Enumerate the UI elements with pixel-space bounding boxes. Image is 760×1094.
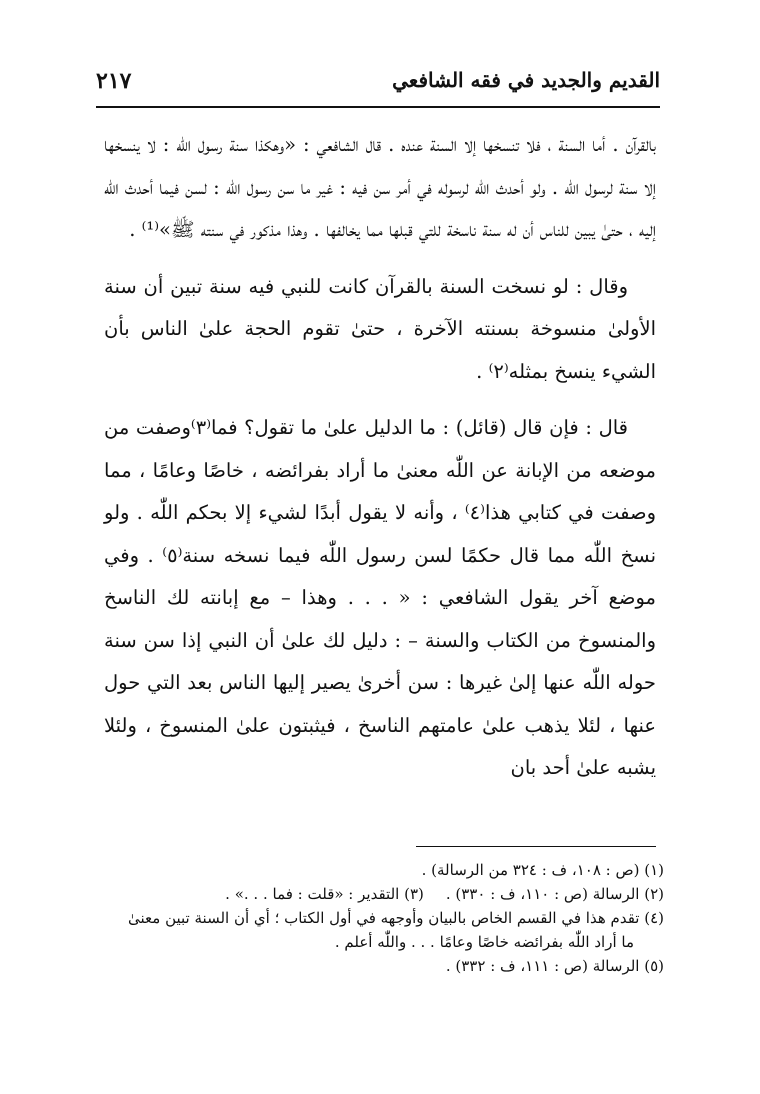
page-header (96, 64, 660, 104)
footnote-2: (٢) الرسالة (ص : ١١٠، ف : ٣٣٠) . (445, 885, 664, 903)
footnote-3: (٣) التقدير : «قلت : فما . . .» . (225, 885, 424, 903)
running-title: القديم والجديد في فقه الشافعي (392, 68, 660, 92)
body-text (104, 124, 656, 790)
paragraph-2 (104, 266, 656, 394)
footnote-4-line-1: (٤) تقدم هذا في القسم الخاص بالبيان وأوجهه في أول الكتاب ؛ أي أن السنة تبين معنىٰ (128, 909, 664, 927)
footnote-4-line-2: ما أراد اللّٰه بفرائضه خاصًا وعامًا . . . واللّٰه أعلم . (334, 933, 634, 951)
footnote-2-3 (96, 882, 664, 906)
footnote-5: (٥) الرسالة (ص : ١١١، ف : ٣٣٢) . (445, 957, 664, 975)
paragraph-2-text: وقال : لو نسخت السنة بالقرآن كانت للنبي فيه سنة تبين أن سنة الأولىٰ منسوخة بسنته الآخرة ، حتىٰ تقوم الحجة علىٰ الناس بأن الشيء ينسخ بمثله⁽٢⁾ . (104, 274, 656, 383)
paragraph-1 (104, 124, 656, 252)
header-rule (96, 106, 660, 108)
page-number: ٢١٧ (96, 68, 132, 94)
footnotes (96, 858, 664, 978)
footnote-rule (416, 846, 656, 847)
paragraph-1-text: بالقرآن . أما السنة ، فلا تنسخها إلا السنة عنده . قال الشافعي : «وهكذا سنة رسول اللّٰه : لا ينسخها إلا سنة لرسول اللّٰه . ولو أحدث اللّٰه لرسوله في أمر سن فيه : غير ما سن رسول اللّٰه : لسن فيما أحدث اللّٰه إليه ، حتىٰ يبين للناس أن له سنة ناسخة للتي قبلها مما يخالفها . وهذا مذكور في سنته ﷺ»⁽¹⁾ . (104, 133, 656, 241)
footnote-4 (96, 906, 664, 954)
footnote-1: (١) (ص : ١٠٨، ف : ٣٢٤ من الرسالة) . (421, 861, 664, 879)
paragraph-3 (104, 407, 656, 790)
paragraph-3-text: قال : فإن قال (قائل) : ما الدليل علىٰ ما تقول؟ فما⁽٣⁾وصفت من موضعه من الإبانة عن اللّٰه معنىٰ ما أراد بفرائضه ، خاصًا وعامًا ، مما وصفت في كتابي هذا⁽٤⁾ ، وأنه لا يقول أبدًا لشيء إلا بحكم اللّٰه . ولو نسخ اللّٰه مما قال حكمًا لسن رسول اللّٰه فيما نسخه سنة⁽٥⁾ . وفي موضع آخر يقول الشافعي : « . . . وهذا – مع إبانته لك الناسخ والمنسوخ من الكتاب والسنة – : دليل لك علىٰ أن النبي إذا سن سنة حوله اللّٰه عنها إلىٰ غيرها : سن أخرىٰ يصير إليها الناس بعد التي حول عنها ، لئلا يذهب علىٰ عامتهم الناسخ ، فيثبتون علىٰ المنسوخ ، ولئلا يشبه علىٰ أحد بان (104, 416, 656, 779)
